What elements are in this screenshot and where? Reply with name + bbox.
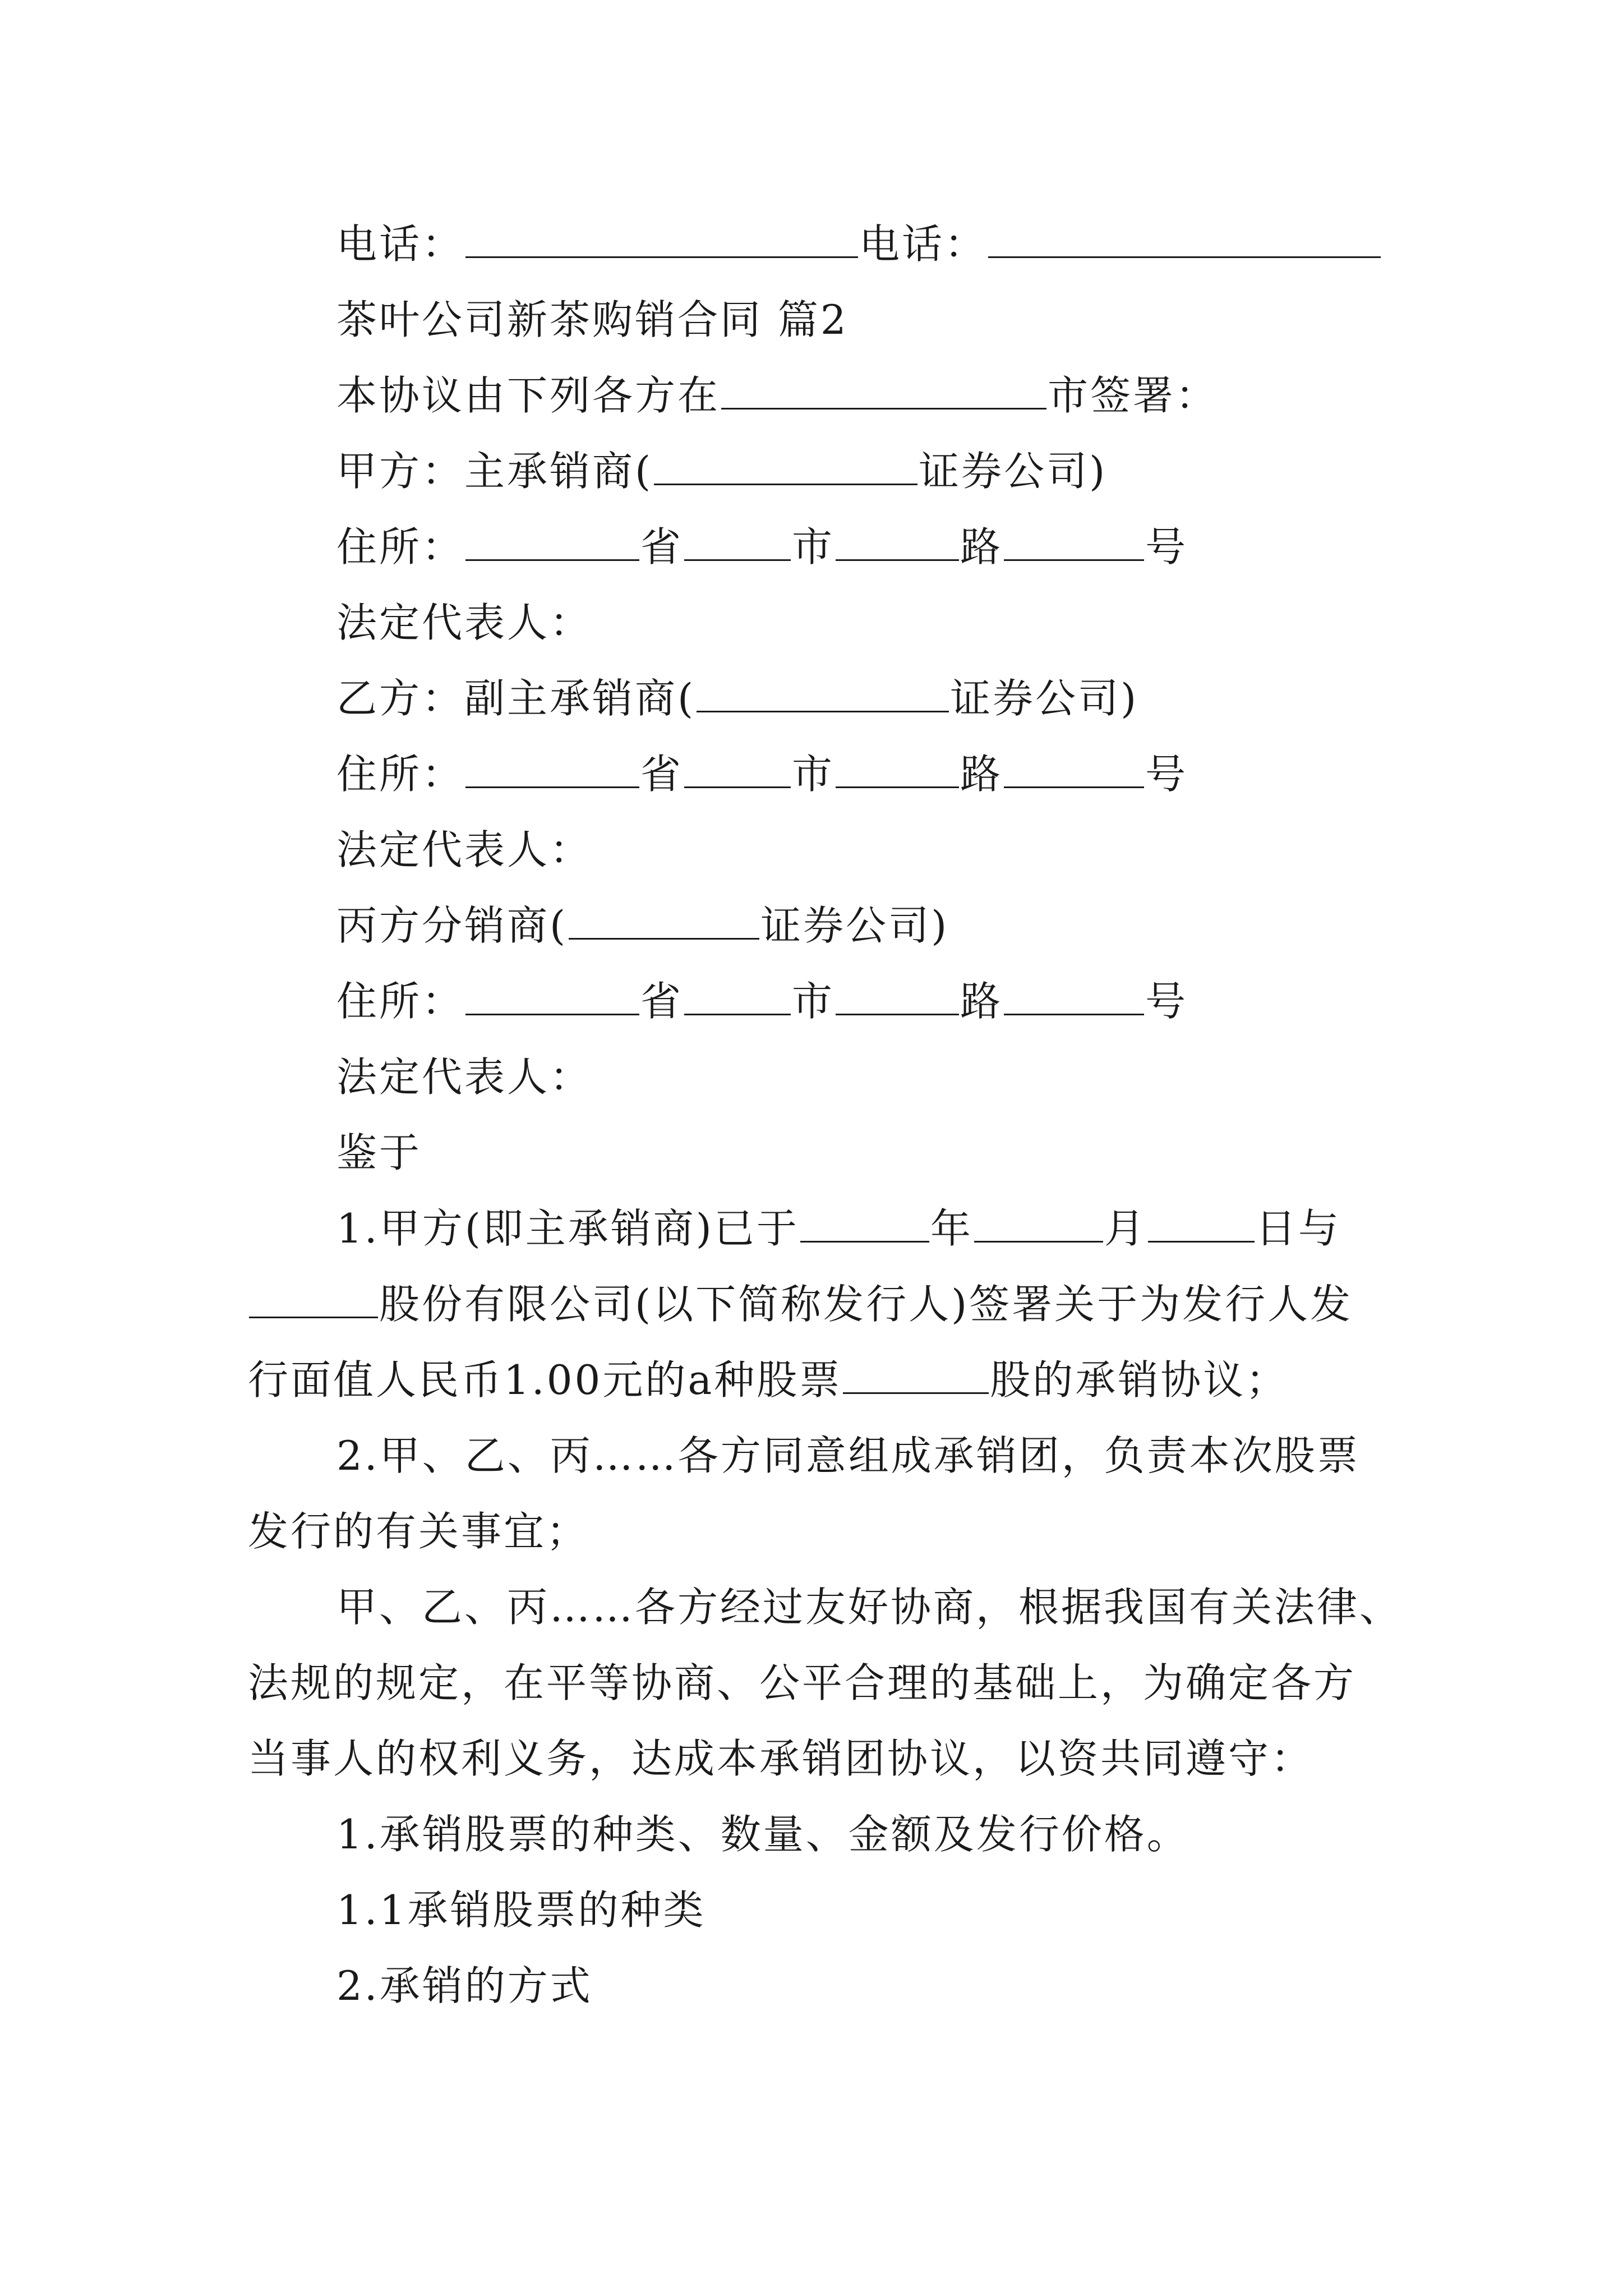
signing-place-line xyxy=(336,367,1218,424)
party-b-blank xyxy=(697,674,949,712)
whereas-2-line-2: 发行的有关事宜； xyxy=(248,1508,589,1555)
clause-1-1-heading: 1.1承销股票的种类 xyxy=(336,1887,706,1934)
section-heading: 茶叶公司新茶购销合同 篇2 xyxy=(336,296,849,343)
party-c-blank xyxy=(569,901,759,940)
party-a-legal-rep: 法定代表人： xyxy=(336,599,593,646)
province-blank xyxy=(465,522,639,561)
preamble-line-2: 法规的规定，在平等协商、公平合理的基础上，为确定各方 xyxy=(248,1659,1357,1706)
year-blank xyxy=(800,1204,929,1243)
preamble-line-1: 甲、乙、丙……各方经过友好协商，根据我国有关法律、 xyxy=(336,1584,1403,1631)
party-b-label: 乙方：副主承销商( xyxy=(336,675,696,722)
road-unit: 路 xyxy=(960,978,1003,1025)
number-unit: 号 xyxy=(1145,751,1188,798)
province-unit: 省 xyxy=(640,978,684,1025)
road-unit: 路 xyxy=(960,523,1003,570)
party-b-suffix: 证券公司) xyxy=(950,675,1139,722)
province-blank xyxy=(465,977,639,1015)
signing-place-text: 本协议由下列各方在 xyxy=(336,372,721,419)
phone-blank-2 xyxy=(988,219,1381,258)
day-blank xyxy=(1148,1204,1255,1243)
phone-label-1: 电话： xyxy=(336,220,465,268)
party-a-suffix: 证券公司) xyxy=(919,448,1108,495)
city-unit: 市 xyxy=(792,978,835,1025)
party-b-line xyxy=(336,670,1138,726)
year-unit: 年 xyxy=(930,1205,973,1252)
party-c-address xyxy=(336,973,1188,1029)
number-blank xyxy=(1004,522,1144,561)
address-label: 住所： xyxy=(336,751,465,798)
whereas-1-line-1 xyxy=(336,1200,1341,1257)
preamble-line-3: 当事人的权利义务，达成本承销团协议，以资共同遵守： xyxy=(248,1735,1314,1782)
city-blank xyxy=(684,977,791,1015)
phone-line xyxy=(336,216,1382,272)
clause-1-heading: 1.承销股票的种类、数量、金额及发行价格。 xyxy=(336,1811,1189,1858)
whereas-1-text-4: 股的承销协议； xyxy=(990,1356,1289,1404)
address-label: 住所： xyxy=(336,978,465,1025)
number-blank xyxy=(1004,977,1144,1015)
company-blank xyxy=(249,1280,378,1318)
whereas-2-line-1: 2.甲、乙、丙……各方同意组成承销团，负责本次股票 xyxy=(336,1432,1360,1479)
province-unit: 省 xyxy=(640,751,684,798)
whereas-1-text: 1.甲方(即主承销商)已于 xyxy=(336,1205,799,1252)
address-label: 住所： xyxy=(336,523,465,570)
day-unit: 日与 xyxy=(1255,1205,1341,1252)
province-unit: 省 xyxy=(640,523,684,570)
party-c-line xyxy=(336,898,949,954)
city-unit: 市 xyxy=(792,751,835,798)
phone-label-2: 电话： xyxy=(859,220,988,268)
shares-blank xyxy=(843,1355,989,1394)
road-blank xyxy=(836,977,959,1015)
clause-2-heading: 2.承销的方式 xyxy=(336,1962,593,2009)
party-c-label: 丙方分销商( xyxy=(336,902,568,949)
road-blank xyxy=(836,522,959,561)
party-a-address xyxy=(336,519,1188,575)
month-blank xyxy=(974,1204,1103,1243)
road-blank xyxy=(836,749,959,788)
month-unit: 月 xyxy=(1104,1205,1147,1252)
party-a-label: 甲方：主承销商( xyxy=(336,448,653,495)
city-blank xyxy=(684,749,791,788)
party-c-legal-rep: 法定代表人： xyxy=(336,1053,593,1101)
province-blank xyxy=(465,749,639,788)
number-unit: 号 xyxy=(1145,523,1188,570)
whereas-1-text-3: 行面值人民币1.00元的a种股票 xyxy=(248,1356,842,1404)
road-unit: 路 xyxy=(960,751,1003,798)
whereas-1-text-2: 股份有限公司(以下简称发行人)签署关于为发行人发 xyxy=(379,1281,1353,1328)
phone-blank-1 xyxy=(465,219,858,258)
whereas-heading: 鉴于 xyxy=(336,1129,422,1176)
signing-suffix: 市签署： xyxy=(1048,372,1219,419)
party-a-line xyxy=(336,443,1107,499)
number-unit: 号 xyxy=(1145,978,1188,1025)
city-blank xyxy=(684,522,791,561)
number-blank xyxy=(1004,749,1144,788)
party-b-legal-rep: 法定代表人： xyxy=(336,826,593,873)
city-unit: 市 xyxy=(792,523,835,570)
party-b-address xyxy=(336,746,1188,802)
signing-city-blank xyxy=(721,371,1046,409)
party-a-blank xyxy=(654,447,917,485)
party-c-suffix: 证券公司) xyxy=(760,902,949,949)
whereas-1-line-2 xyxy=(248,1276,1353,1332)
whereas-1-line-3 xyxy=(248,1352,1288,1408)
